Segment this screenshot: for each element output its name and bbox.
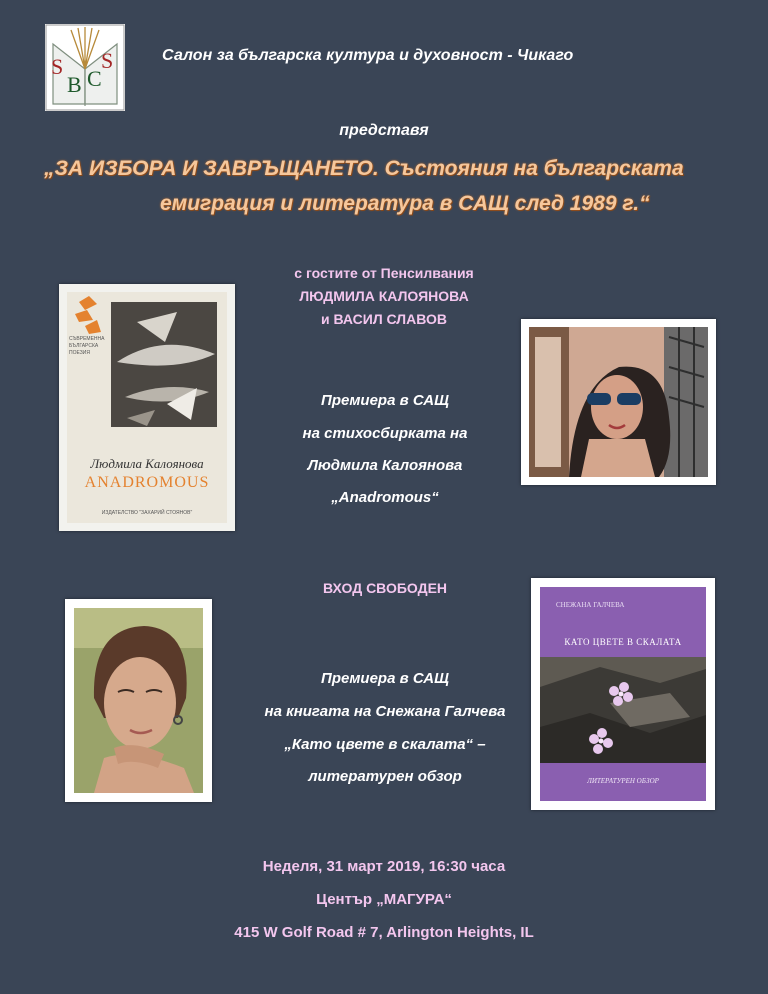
event-title-line2: емиграция и литература в САЩ след 1989 г.“ [160,192,650,215]
book1-series: СЪВРЕМЕННА БЪЛГАРСКА ПОЕЗИЯ [69,336,105,356]
book2-cover-art [540,657,706,763]
book2-cover-subtitle: ЛИТЕРАТУРЕН ОБЗОР [587,777,659,785]
guest-photo-1 [521,319,716,485]
premiere2-line1: Премиера в САЩ [321,670,449,687]
guest-photo-1-image [529,327,708,477]
book1-cover [59,284,235,531]
logo [45,24,125,111]
book1-cover-author: Людмила Калоянова [90,456,204,471]
book1-cover-publisher: ИЗДАТЕЛСТВО "ЗАХАРИЙ СТОЯНОВ" [101,510,193,516]
premiere1-line1: Премиера в САЩ [321,392,449,409]
book2-cover-author: СНЕЖАНА ГАЛЧЕВА [556,601,625,609]
guest-name-2: и ВАСИЛ СЛАВОВ [320,311,447,327]
guests-intro: с гостите от Пенсилвания [294,265,474,281]
event-date: Неделя, 31 март 2019, 16:30 часа [262,858,506,875]
logo-letter-s2: S [101,48,114,73]
premiere2-line3: „Като цвете в скалата“ – [284,736,486,753]
premiere2-line4: литературен обзор [308,768,462,785]
guest-photo-2-image [74,608,203,793]
event-venue: Център „МАГУРА“ [316,891,452,908]
logo-letter-c: C [87,66,102,91]
org-name: Салон за българска култура и духовност - Чикаго [162,47,574,64]
logo-letter-s1: S [51,54,64,79]
guest-name-1: ЛЮДМИЛА КАЛОЯНОВА [299,288,469,304]
logo-graphic [45,24,125,111]
book2-cover [531,578,715,810]
premiere2-line2: на книгата на Снежана Галчева [264,703,506,720]
book2-cover-title: КАТО ЦВЕТЕ В СКАЛАТА [564,637,682,647]
guest-photo-2 [65,599,212,802]
premiere1-line4: „Anadromous“ [331,489,439,506]
entry-free: ВХОД СВОБОДЕН [322,580,448,596]
presents-text: представя [339,122,429,139]
logo-letter-b: B [67,72,82,97]
book1-cover-title: ANADROMOUS [84,474,210,491]
premiere1-line2: на стихосбирката на [302,425,468,442]
event-title-line1: „ЗА ИЗБОРА И ЗАВРЪЩАНЕТО. Състояния на българската [44,157,684,180]
event-address: 415 W Golf Road # 7, Arlington Heights, IL [234,924,534,941]
premiere1-line3: Людмила Калоянова [307,457,463,474]
